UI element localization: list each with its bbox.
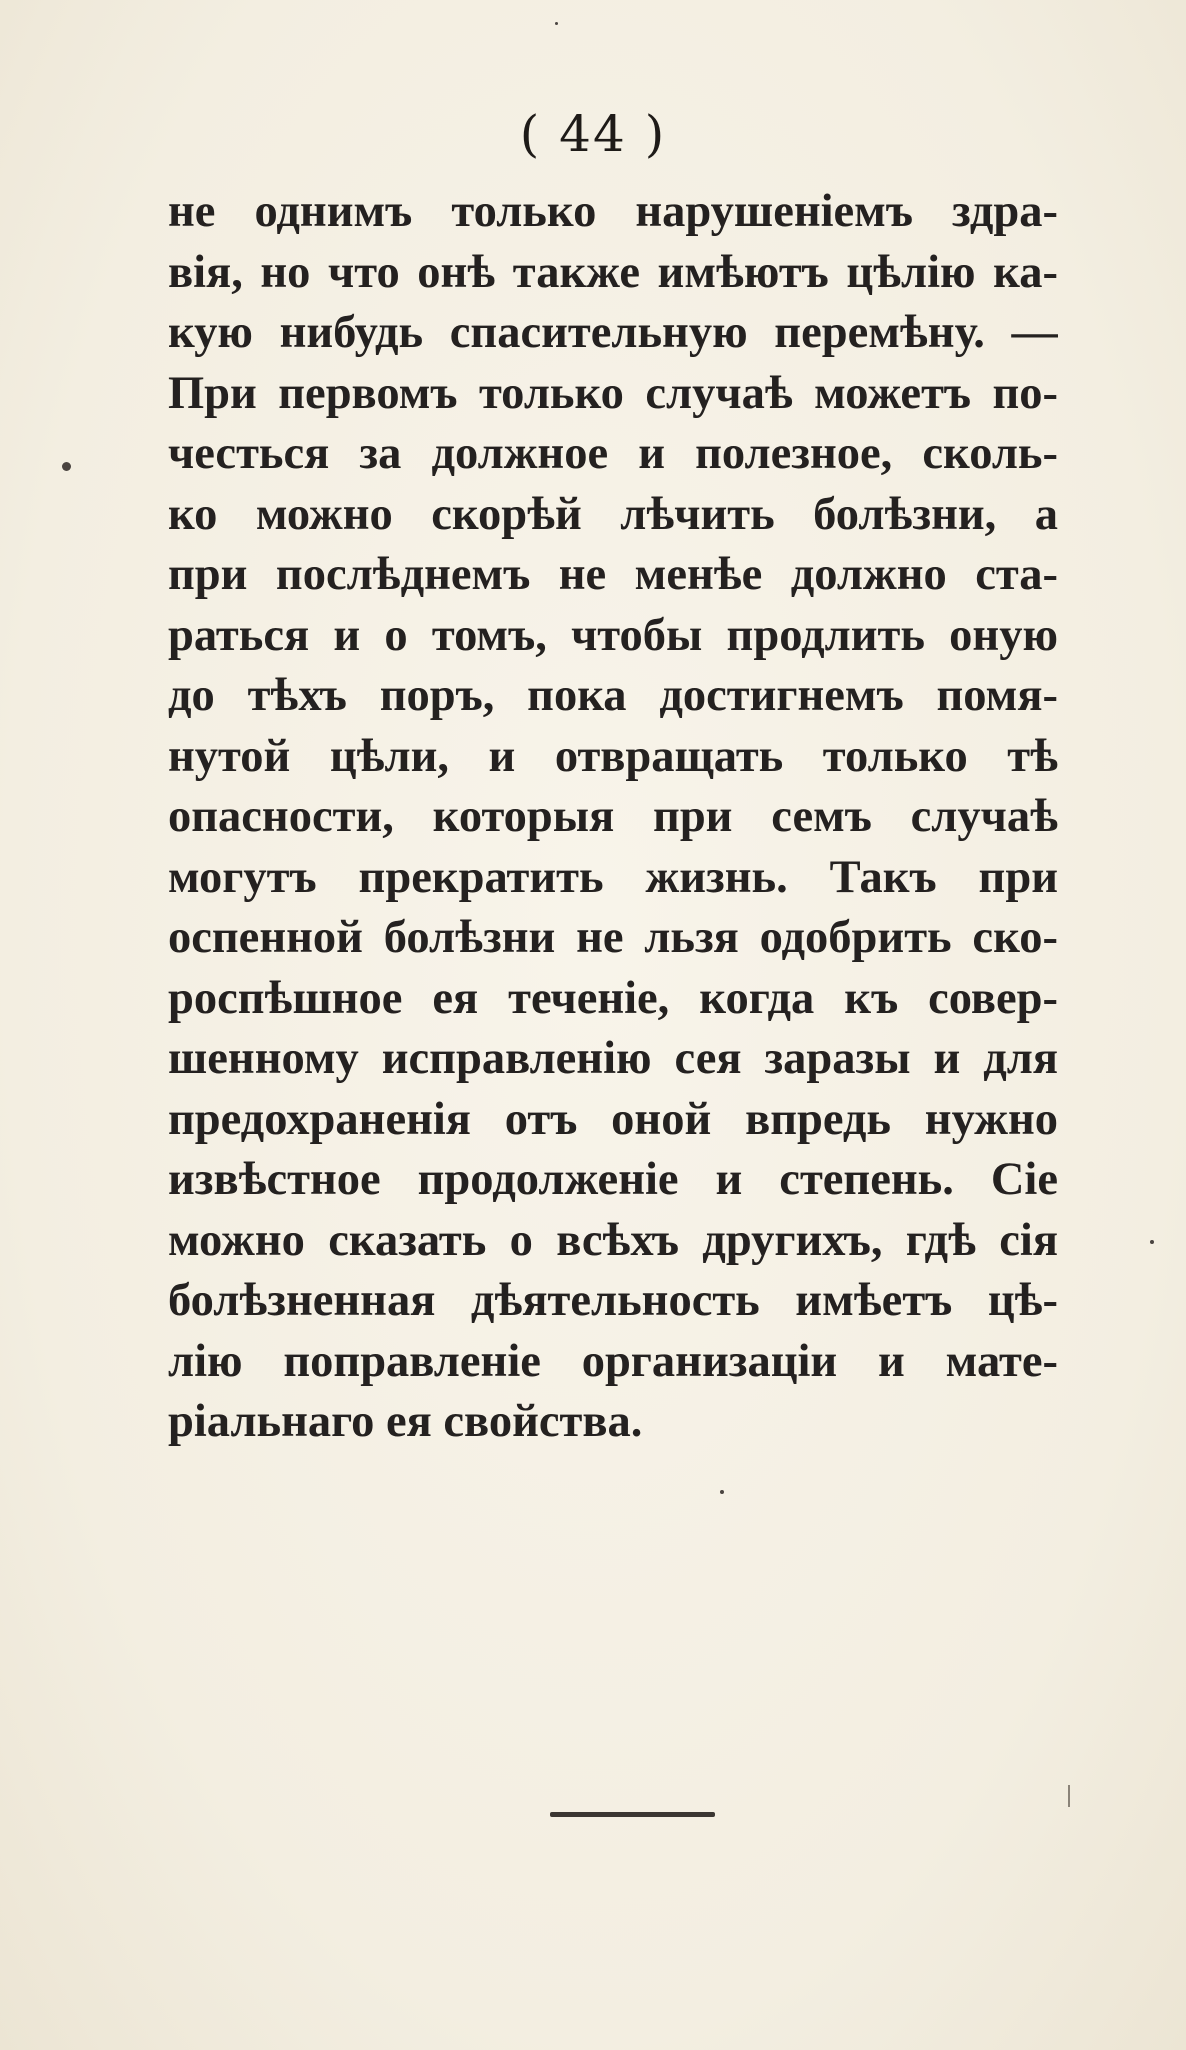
text-line: нутой цѣли, и отвращать только тѣ	[168, 730, 1058, 782]
page-number: ( 44 )	[519, 105, 667, 163]
text-line: до тѣхъ поръ, пока достигнемъ помя-	[168, 670, 1058, 721]
text-line: При первомъ только случаѣ можетъ по-	[168, 367, 1058, 419]
text-line: можно сказать о всѣхъ другихъ, гдѣ сiя	[168, 1214, 1058, 1266]
text-line: извѣстное продолженiе и степень. Сiе	[168, 1154, 1058, 1205]
text-line: ко можно скорѣй лѣчить болѣзни, а	[168, 488, 1058, 540]
text-line: раться и о томъ, чтобы продлить оную	[168, 609, 1058, 661]
text-line: рiальнаго ея свойства.	[168, 1396, 643, 1447]
text-line: болѣзненная дѣятельность имѣетъ цѣ-	[168, 1275, 1058, 1326]
text-line: опасности, которыя при семъ случаѣ	[168, 791, 1058, 842]
text-line: предохраненiя отъ оной впредь нужно	[168, 1093, 1058, 1145]
text-line: вiя, но что онѣ также имѣютъ цѣлiю ка-	[168, 246, 1058, 298]
text-line: при послѣднемъ не менѣе должно ста-	[168, 549, 1058, 600]
ink-speck	[555, 22, 558, 25]
text-line: кую нибудь спасительную перемѣну. —	[168, 307, 1058, 358]
text-line: шенному исправленiю сея заразы и для	[168, 1033, 1058, 1084]
ink-speck	[720, 1490, 724, 1494]
text-line: могутъ прекратить жизнь. Такъ при	[168, 851, 1058, 903]
body-text	[168, 182, 1058, 1453]
end-rule	[550, 1812, 715, 1817]
text-line: честься за должное и полезное, сколь-	[168, 428, 1058, 479]
ink-speck	[1150, 1240, 1154, 1244]
ink-speck	[62, 462, 71, 471]
margin-mark	[1068, 1785, 1070, 1807]
text-line: лiю поправленiе организацiи и мате-	[168, 1335, 1058, 1387]
text-line: оспенной болѣзни не льзя одобрить ско-	[168, 912, 1058, 963]
text-line: роспѣшное ея теченiе, когда къ совер-	[168, 972, 1058, 1024]
text-line: не однимъ только нарушенiемъ здра-	[168, 186, 1058, 237]
